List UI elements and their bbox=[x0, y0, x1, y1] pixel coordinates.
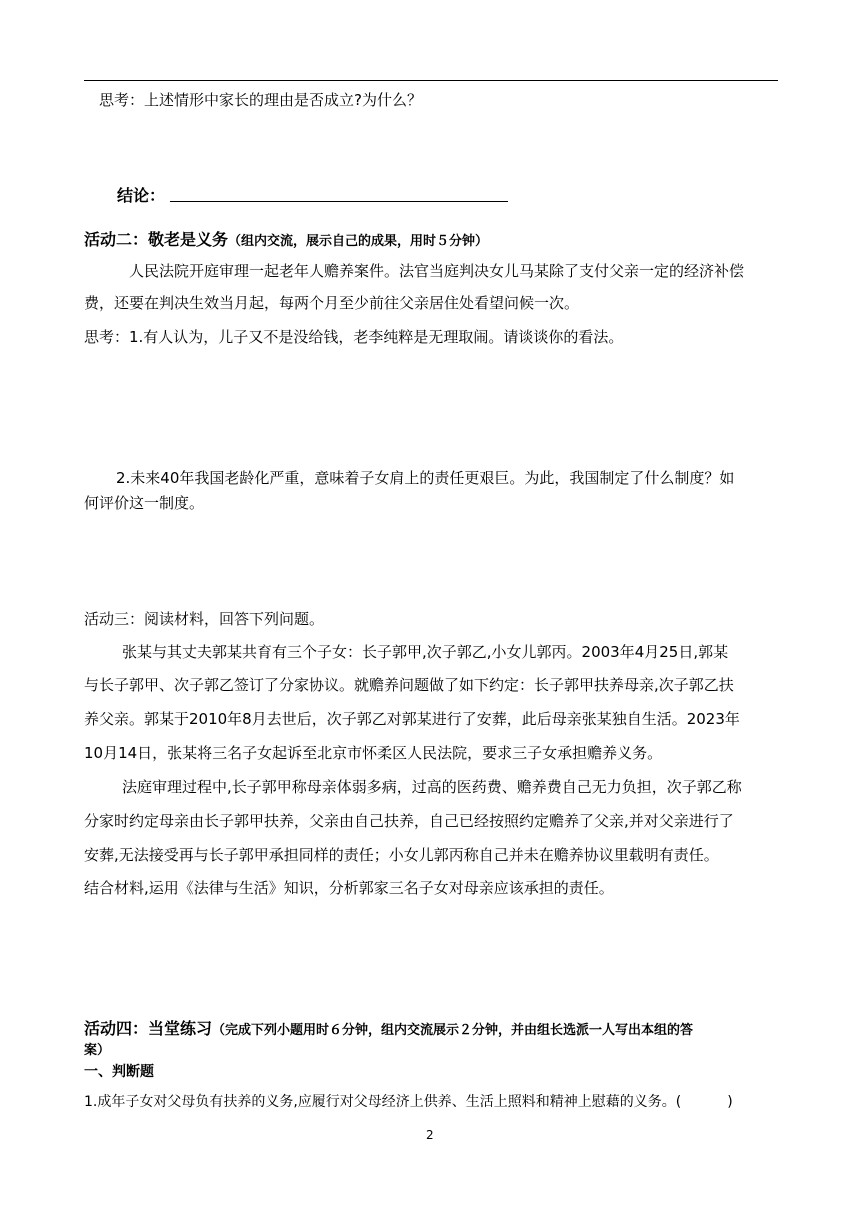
activity2-note: （组内交流，展示自己的成果，用时５分钟） bbox=[228, 234, 489, 249]
activity3-para-line: 安葬,无法接受再与长子郭甲承担同样的责任；小女儿郭丙称自己并未在赡养协议里载明有责任。 bbox=[84, 846, 719, 864]
activity2-question-1: 思考：1.有人认为，儿子又不是没给钱，老李纯粹是无理取闹。请谈谈你的看法。 bbox=[84, 328, 624, 346]
true-false-section-title: 一、判断题 bbox=[84, 1064, 154, 1080]
activity3-para-line: 与长子郭甲、次子郭乙签订了分家协议。就赡养问题做了如下约定：长子郭甲扶养母亲,次子郭乙扶 bbox=[84, 676, 734, 694]
page-number: 2 bbox=[426, 1128, 434, 1142]
activity2-title: 活动二：敬老是义务 bbox=[84, 230, 229, 249]
activity2-question-2-line: 2.未来40年我国老龄化严重，意味着子女肩上的责任更艰巨。为此，我国制定了什么制度？如 bbox=[116, 469, 735, 487]
activity3-para-line: 张某与其丈夫郭某共育有三个子女：长子郭甲,次子郭乙,小女儿郭丙。2003年4月25日,郭某 bbox=[122, 643, 729, 661]
conclusion-answer-line bbox=[170, 201, 508, 202]
activity4-heading bbox=[84, 1018, 693, 1042]
activity3-para-line: 分家时约定母亲由长子郭甲扶养，父亲由自己扶养，自己已经按照约定赡养了父亲,并对父亲进行了 bbox=[84, 812, 734, 830]
activity2-question-2-line: 何评价这一制度。 bbox=[84, 494, 205, 512]
activity3-para-line: 10月14日，张某将三名子女起诉至北京市怀柔区人民法院，要求三子女承担赡养义务。 bbox=[84, 744, 663, 762]
activity3-question: 结合材料,运用《法律与生活》知识，分析郭家三名子女对母亲应该承担的责任。 bbox=[84, 879, 614, 897]
item-1-close-paren: ) bbox=[727, 1094, 733, 1110]
activity3-para-line: 法庭审理过程中,长子郭甲称母亲体弱多病，过高的医药费、赡养费自己无力负担，次子郭乙称 bbox=[122, 778, 742, 796]
activity2-heading bbox=[84, 229, 488, 253]
activity3-title: 活动三：阅读材料，回答下列问题。 bbox=[84, 610, 325, 628]
activity4-note: （完成下列小题用时６分钟，组内交流展示２分钟，并由组长选派一人写出本组的答 bbox=[212, 1023, 694, 1038]
activity2-paragraph-line: 费，还要在判决生效当月起，每两个月至少前往父亲居住处看望问候一次。 bbox=[84, 294, 580, 312]
true-false-item-1 bbox=[84, 1092, 733, 1112]
true-false-item-1-text: 1.成年子女对父母负有扶养的义务,应履行对父母经济上供养、生活上照料和精神上慰藉的义务。( bbox=[84, 1094, 682, 1110]
activity4-title: 活动四：当堂练习 bbox=[84, 1019, 213, 1038]
think-question-1: 思考：上述情形中家长的理由是否成立?为什么？ bbox=[99, 91, 422, 109]
activity2-paragraph-line: 人民法院开庭审理一起老年人赡养案件。法官当庭判决女儿马某除了支付父亲一定的经济补偿 bbox=[129, 262, 745, 280]
activity4-note-cont: 案） bbox=[84, 1043, 111, 1058]
header-rule bbox=[84, 80, 778, 81]
activity3-para-line: 养父亲。郭某于2010年8月去世后，次子郭乙对郭某进行了安葬，此后母亲张某独自生活。2023年 bbox=[84, 710, 740, 728]
conclusion-label: 结论： bbox=[117, 186, 166, 205]
